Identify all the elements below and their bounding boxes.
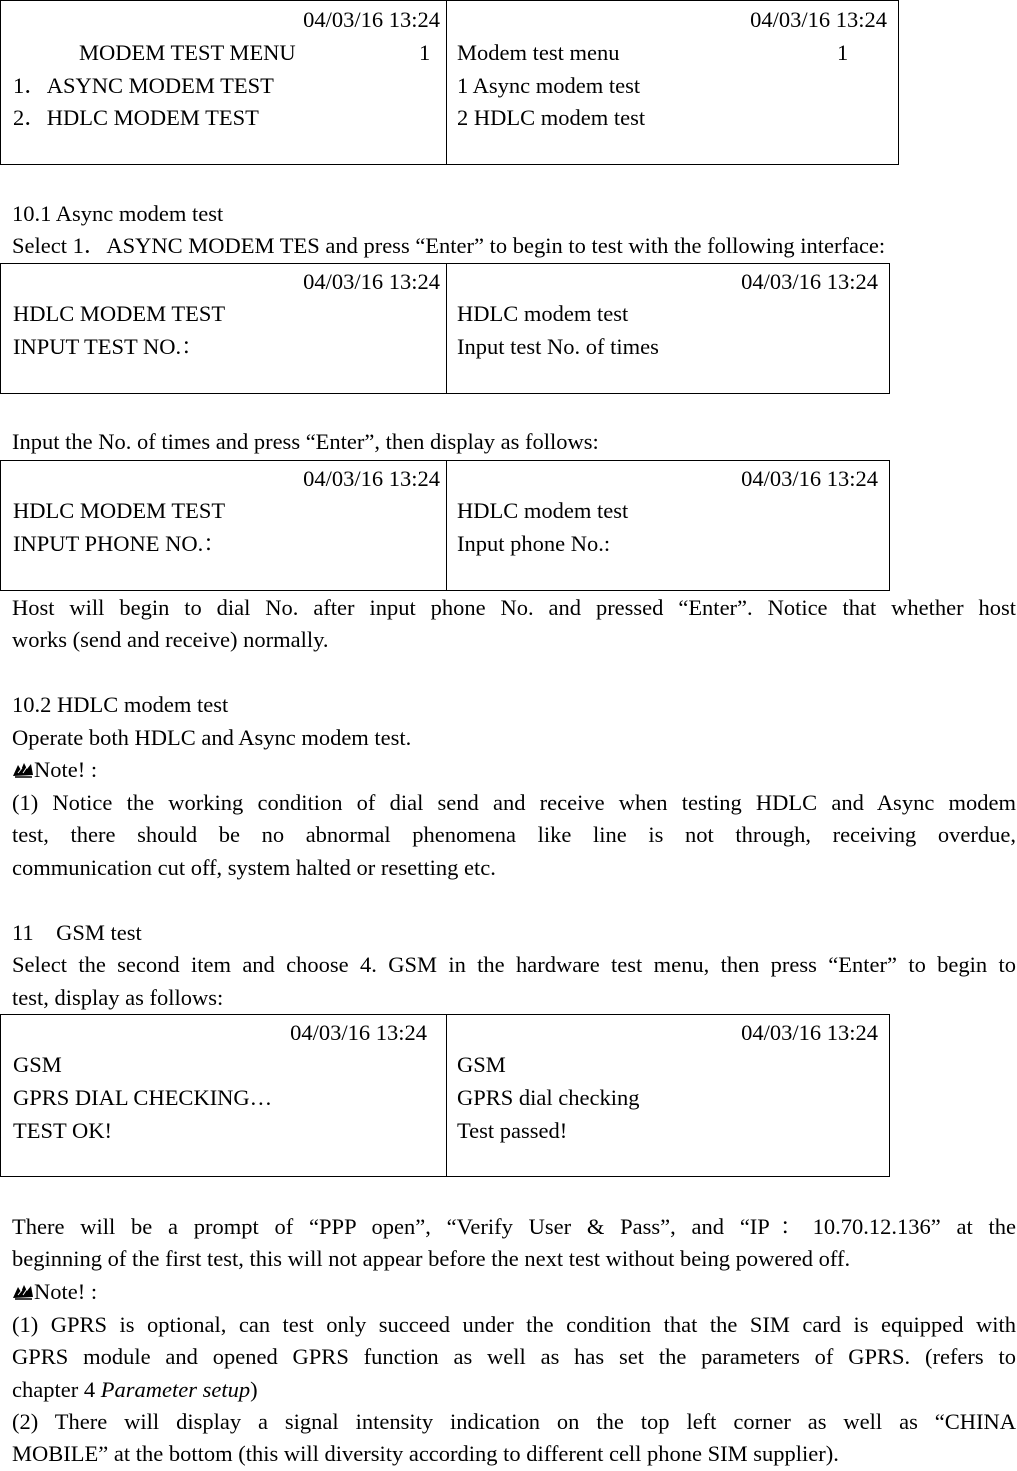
note2-item2-line2: MOBILE” at the bottom (this will diversity according to different cell phone SIM supplier). bbox=[12, 1441, 839, 1466]
menu-item-hdlc: 2 HDLC modem test bbox=[457, 105, 646, 130]
note2-label: Note! : bbox=[34, 1279, 98, 1304]
paragraph-host-dial-line2: works (send and receive) normally. bbox=[12, 627, 329, 652]
screen-input-phone-no bbox=[0, 460, 890, 591]
screen-line: INPUT TEST NO.： bbox=[13, 334, 204, 359]
screen-modem-test-menu bbox=[0, 0, 899, 165]
screen-right-panel bbox=[447, 1015, 889, 1176]
screen-gsm-test bbox=[0, 1014, 890, 1177]
chapter-ref-prefix: chapter 4 bbox=[12, 1377, 101, 1402]
screen-line: HDLC modem test bbox=[457, 498, 629, 523]
note2-item1-line3 bbox=[12, 1374, 1016, 1407]
note1-line2: test, there should be no abnormal phenomena like line is not through, receiving overdue, bbox=[12, 822, 1016, 847]
timestamp: 04/03/16 13:24 bbox=[303, 7, 440, 32]
note-pen-icon bbox=[12, 1283, 34, 1301]
screen-line: HDLC modem test bbox=[457, 301, 629, 326]
ppp-prompt-line1: There will be a prompt of “PPP open”, “Verify User & Pass”, and “IP：10.70.12.136” at the bbox=[12, 1214, 1016, 1239]
paragraph-after-test-no: Input the No. of times and press “Enter”, then display as follows: bbox=[12, 429, 599, 454]
timestamp: 04/03/16 13:24 bbox=[741, 269, 878, 294]
screen-line: GPRS DIAL CHECKING… bbox=[13, 1085, 273, 1110]
screen-line: Input phone No.: bbox=[457, 531, 611, 556]
screen-input-test-no bbox=[0, 263, 890, 394]
screen-line: GSM bbox=[13, 1052, 62, 1077]
timestamp: 04/03/16 13:24 bbox=[741, 466, 878, 491]
note2-item1-line1: (1) GPRS is optional, can test only succeed under the condition that the SIM card is equipped with bbox=[12, 1312, 1016, 1337]
note2-item1-line2: GPRS module and opened GPRS function as well as has set the parameters of GPRS. (refers to bbox=[12, 1344, 1016, 1369]
section-heading-10-1: 10.1 Async modem test bbox=[12, 201, 224, 226]
note-heading bbox=[12, 754, 1016, 787]
page-number: 1 bbox=[837, 40, 849, 65]
screen-left-panel bbox=[1, 1015, 447, 1176]
screen-left-panel bbox=[1, 264, 447, 393]
section-11-line1: Select the second item and choose 4. GSM in the hardware test menu, then press “Enter” to begin to bbox=[12, 952, 1016, 977]
section-heading-11: 11 GSM test bbox=[12, 920, 142, 945]
timestamp: 04/03/16 13:24 bbox=[741, 1020, 878, 1045]
timestamp: 04/03/16 13:24 bbox=[750, 7, 887, 32]
section-10-2-body: Operate both HDLC and Async modem test. bbox=[12, 725, 412, 750]
chapter-ref-suffix: ) bbox=[250, 1377, 258, 1402]
note-label: Note! : bbox=[34, 757, 98, 782]
screen-line: Input test No. of times bbox=[457, 334, 659, 359]
note1-line1: (1) Notice the working condition of dial send and receive when testing HDLC and Async modem bbox=[12, 790, 1016, 815]
screen-line: TEST OK! bbox=[13, 1118, 112, 1143]
section-11-line2: test, display as follows: bbox=[12, 985, 224, 1010]
chapter-ref-title: Parameter setup bbox=[100, 1377, 251, 1402]
screen-right-panel bbox=[447, 1, 898, 164]
note-pen-icon bbox=[12, 761, 34, 779]
screen-right-panel bbox=[447, 264, 889, 393]
ppp-prompt-line2: beginning of the first test, this will not appear before the next test without being powered off. bbox=[12, 1246, 851, 1271]
menu-title: Modem test menu bbox=[457, 40, 620, 65]
note2-item2-line1: (2) There will display a signal intensity indication on the top left corner as well as “CHINA bbox=[12, 1409, 1016, 1434]
timestamp: 04/03/16 13:24 bbox=[290, 1020, 427, 1045]
screen-line: INPUT PHONE NO.： bbox=[13, 531, 226, 556]
screen-left-panel bbox=[1, 461, 447, 590]
screen-line: HDLC MODEM TEST bbox=[13, 301, 226, 326]
menu-title: MODEM TEST MENU bbox=[79, 40, 296, 65]
screen-right-panel bbox=[447, 461, 889, 590]
menu-item-async: 1．ASYNC MODEM TEST bbox=[13, 73, 274, 98]
timestamp: 04/03/16 13:24 bbox=[303, 466, 440, 491]
page-number: 1 bbox=[419, 40, 431, 65]
screen-line: GPRS dial checking bbox=[457, 1085, 640, 1110]
screen-left-panel bbox=[1, 1, 447, 164]
section-heading-10-2: 10.2 HDLC modem test bbox=[12, 692, 229, 717]
note2-heading bbox=[12, 1276, 1016, 1309]
menu-item-hdlc: 2．HDLC MODEM TEST bbox=[13, 105, 259, 130]
menu-item-async: 1 Async modem test bbox=[457, 73, 641, 98]
screen-line: GSM bbox=[457, 1052, 506, 1077]
screen-line: HDLC MODEM TEST bbox=[13, 498, 226, 523]
timestamp: 04/03/16 13:24 bbox=[303, 269, 440, 294]
screen-line: Test passed! bbox=[457, 1118, 568, 1143]
note1-line3: communication cut off, system halted or resetting etc. bbox=[12, 855, 496, 880]
section-10-1-intro: Select 1．ASYNC MODEM TES and press “Enter” to begin to test with the following interface: bbox=[12, 233, 886, 258]
paragraph-host-dial-line1: Host will begin to dial No. after input phone No. and pressed “Enter”. Notice that whether host bbox=[12, 595, 1016, 620]
